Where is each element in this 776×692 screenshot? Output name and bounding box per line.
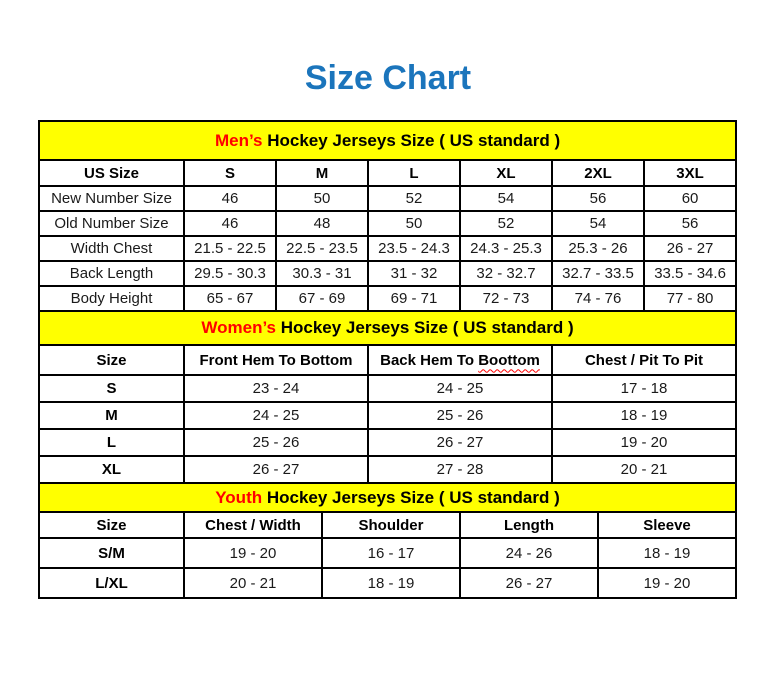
table-cell: 18 - 19 xyxy=(598,538,736,568)
row-label: Back Length xyxy=(39,261,184,286)
table-cell: 46 xyxy=(184,211,276,236)
column-header: Size xyxy=(39,512,184,538)
mens-section-header-row xyxy=(39,121,736,160)
table-cell: 22.5 - 23.5 xyxy=(276,236,368,261)
table-cell: 24 - 25 xyxy=(184,402,368,429)
column-header: Sleeve xyxy=(598,512,736,538)
table-row xyxy=(39,429,736,456)
table-cell: 24.3 - 25.3 xyxy=(460,236,552,261)
column-header: 2XL xyxy=(552,160,644,186)
table-row xyxy=(39,261,736,286)
column-header: 3XL xyxy=(644,160,736,186)
table-row xyxy=(39,538,736,568)
row-label: XL xyxy=(39,456,184,483)
table-cell: 30.3 - 31 xyxy=(276,261,368,286)
table-cell: 54 xyxy=(460,186,552,211)
row-label: L xyxy=(39,429,184,456)
table-cell: 69 - 71 xyxy=(368,286,460,311)
table-cell: 26 - 27 xyxy=(644,236,736,261)
table-cell: 25 - 26 xyxy=(368,402,552,429)
table-cell: 65 - 67 xyxy=(184,286,276,311)
table-cell: 29.5 - 30.3 xyxy=(184,261,276,286)
mens-section-accent-label: Men’s xyxy=(214,130,263,150)
row-label: S/M xyxy=(39,538,184,568)
size-chart-tables xyxy=(38,120,737,599)
table-cell: 48 xyxy=(276,211,368,236)
table-cell: 27 - 28 xyxy=(368,456,552,483)
table-row xyxy=(39,456,736,483)
table-cell: 23 - 24 xyxy=(184,375,368,402)
table-row xyxy=(39,211,736,236)
youth-section-header-row xyxy=(39,483,736,512)
table-row xyxy=(39,375,736,402)
table-cell: 77 - 80 xyxy=(644,286,736,311)
column-header: S xyxy=(184,160,276,186)
table-cell: 72 - 73 xyxy=(460,286,552,311)
table-cell: 54 xyxy=(552,211,644,236)
column-header: US Size xyxy=(39,160,184,186)
table-cell: 52 xyxy=(368,186,460,211)
table-cell: 19 - 20 xyxy=(598,568,736,598)
row-label: L/XL xyxy=(39,568,184,598)
table-cell: 31 - 32 xyxy=(368,261,460,286)
table-cell: 23.5 - 24.3 xyxy=(368,236,460,261)
table-cell: 56 xyxy=(644,211,736,236)
youth-section-header-text: Hockey Jerseys Size ( US standard ) xyxy=(262,487,560,507)
table-cell: 52 xyxy=(460,211,552,236)
column-header: XL xyxy=(460,160,552,186)
table-cell: 60 xyxy=(644,186,736,211)
column-header: Size xyxy=(39,345,184,375)
row-label: Old Number Size xyxy=(39,211,184,236)
table-cell: 25 - 26 xyxy=(184,429,368,456)
row-label: New Number Size xyxy=(39,186,184,211)
table-cell: 17 - 18 xyxy=(552,375,736,402)
womens-size-table xyxy=(38,310,737,484)
table-row xyxy=(39,286,736,311)
table-row xyxy=(39,402,736,429)
womens-section-header-text: Hockey Jerseys Size ( US standard ) xyxy=(276,318,574,337)
table-cell: 26 - 27 xyxy=(368,429,552,456)
table-cell: 33.5 - 34.6 xyxy=(644,261,736,286)
mens-column-header-row xyxy=(39,160,736,186)
column-header: Shoulder xyxy=(322,512,460,538)
row-label: S xyxy=(39,375,184,402)
page-title: Size Chart xyxy=(304,59,472,97)
mens-size-table xyxy=(38,120,737,312)
table-cell: 16 - 17 xyxy=(322,538,460,568)
column-header: Length xyxy=(460,512,598,538)
column-header: Front Hem To Bottom xyxy=(184,345,368,375)
row-label: M xyxy=(39,402,184,429)
womens-section-accent-label: Women’s xyxy=(201,318,276,337)
column-header: Chest / Pit To Pit xyxy=(552,345,736,375)
table-cell: 18 - 19 xyxy=(552,402,736,429)
womens-section-header-row xyxy=(39,311,736,345)
table-cell: 50 xyxy=(368,211,460,236)
table-cell: 18 - 19 xyxy=(322,568,460,598)
table-row xyxy=(39,568,736,598)
column-header: L xyxy=(368,160,460,186)
table-row xyxy=(39,236,736,261)
row-label: Width Chest xyxy=(39,236,184,261)
column-header: M xyxy=(276,160,368,186)
table-cell: 32.7 - 33.5 xyxy=(552,261,644,286)
table-cell: 26 - 27 xyxy=(184,456,368,483)
table-cell: 21.5 - 22.5 xyxy=(184,236,276,261)
table-cell: 46 xyxy=(184,186,276,211)
table-row xyxy=(39,186,736,211)
table-cell: 24 - 25 xyxy=(368,375,552,402)
table-cell: 24 - 26 xyxy=(460,538,598,568)
mens-section-header xyxy=(39,121,736,160)
misspelled-word: Boottom xyxy=(478,351,540,369)
row-label: Body Height xyxy=(39,286,184,311)
column-header xyxy=(368,345,552,375)
youth-section-accent-label: Youth xyxy=(215,487,263,507)
youth-column-header-row xyxy=(39,512,736,538)
table-cell: 20 - 21 xyxy=(184,568,322,598)
womens-column-header-row xyxy=(39,345,736,375)
youth-size-table xyxy=(38,482,737,599)
table-cell: 19 - 20 xyxy=(184,538,322,568)
table-cell: 67 - 69 xyxy=(276,286,368,311)
table-cell: 25.3 - 26 xyxy=(552,236,644,261)
table-cell: 26 - 27 xyxy=(460,568,598,598)
column-header: Chest / Width xyxy=(184,512,322,538)
table-cell: 56 xyxy=(552,186,644,211)
table-cell: 19 - 20 xyxy=(552,429,736,456)
youth-section-header xyxy=(39,483,736,512)
mens-section-header-text: Hockey Jerseys Size ( US standard ) xyxy=(262,130,561,150)
column-header-text: Back Hem To xyxy=(380,351,479,369)
table-cell: 74 - 76 xyxy=(552,286,644,311)
table-cell: 32 - 32.7 xyxy=(460,261,552,286)
table-cell: 20 - 21 xyxy=(552,456,736,483)
womens-section-header xyxy=(39,311,736,345)
table-cell: 50 xyxy=(276,186,368,211)
